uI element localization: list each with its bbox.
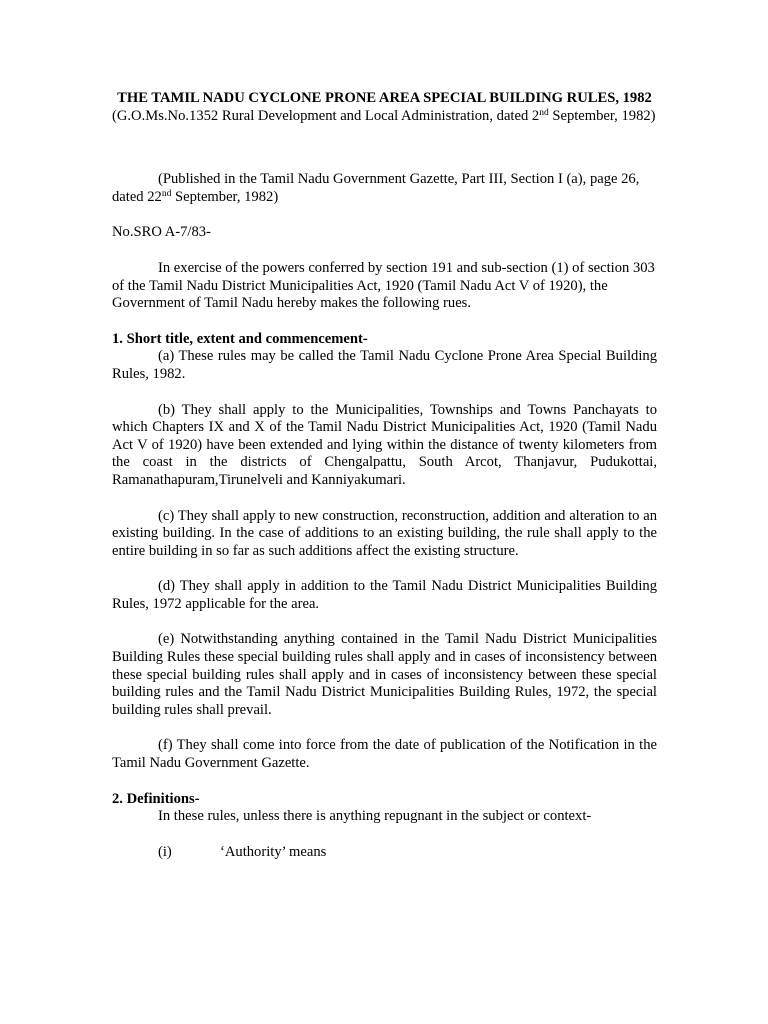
- sro-number: No.SRO A-7/83-: [112, 224, 211, 241]
- definition-item: [112, 844, 657, 862]
- section-1-clause-f: (f) They shall come into force from the date of publication of the Notification in the Tamil Nadu Government Gazette.: [112, 737, 657, 772]
- section-1-heading: 1. Short title, extent and commencement-: [112, 330, 368, 347]
- document-title: THE TAMIL NADU CYCLONE PRONE AREA SPECIAL BUILDING RULES, 1982: [117, 90, 652, 106]
- section-1-clause-e: (e) Notwithstanding anything contained in the Tamil Nadu District Municipalities Building Rules these special building rules shall apply and in cases of inconsistency between these special building rules shall apply and in cases of inconsistency between these special building rules and the Tamil Nadu District Municipalities Building Rules, 1972, the special building rules shall prevail.: [112, 631, 657, 718]
- section-1-clause-d: (d) They shall apply in addition to the Tamil Nadu District Municipalities Building Rules, 1972 applicable for the area.: [112, 578, 657, 612]
- section-1-clause-a: (a) These rules may be called the Tamil Nadu Cyclone Prone Area Special Building Rules, 1982.: [112, 348, 657, 382]
- definition-text: ‘Authority’ means: [220, 843, 327, 860]
- section-1-clause-c: (c) They shall apply to new construction, reconstruction, addition and alteration to an existing building. In the case of additions to an existing building, the rule shall apply to the entire building in so far as such additions affect the existing structure.: [112, 507, 657, 559]
- preamble: In exercise of the powers conferred by section 191 and sub-section (1) of section 303 of the Tamil Nadu District Municipalities Act, 1920 (Tamil Nadu Act V of 1920), the Government of Tamil Nadu hereby makes the following rues.: [112, 259, 655, 312]
- section-2-intro: In these rules, unless there is anything repugnant in the subject or context-: [158, 808, 592, 825]
- definition-number: (i): [158, 843, 172, 860]
- publication-note: (Published in the Tamil Nadu Government Gazette, Part III, Section I (a), page 26, dated 22nd September, 1982): [112, 171, 640, 205]
- section-2-heading: 2. Definitions-: [112, 790, 200, 807]
- go-reference: (G.O.Ms.No.1352 Rural Development and Local Administration, dated 2nd September, 1982): [112, 107, 656, 124]
- section-1-clause-b: (b) They shall apply to the Municipalities, Townships and Towns Panchayats to which Chapters IX and X of the Tamil Nadu District Municipalities Act, 1920 (Tamil Nadu Act V of 1920) have been extended and lying within the distance of twenty kilometers from the coast in the districts of Chengalpattu, South Arcot, Thanjavur, Pudukottai, Ramanathapuram,Tirunelveli and Kanniyakumari.: [112, 401, 657, 488]
- document-page: [112, 90, 657, 861]
